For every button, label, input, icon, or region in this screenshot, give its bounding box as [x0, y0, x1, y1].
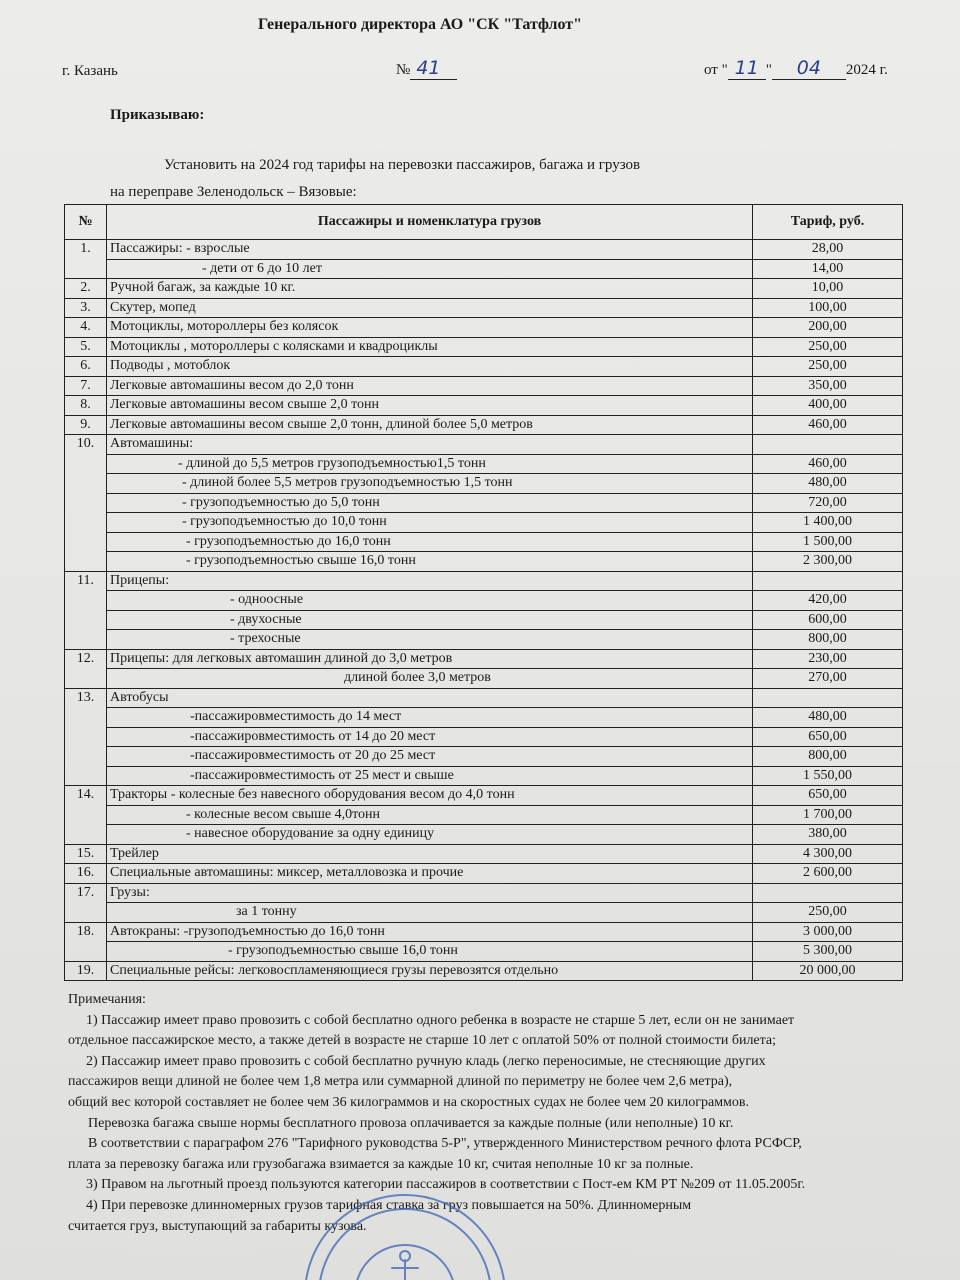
- table-row: [65, 903, 903, 923]
- note-line: 1) Пассажир имеет право провозить с собой бесплатно одного ребенка в возрасте не старше 5 лет, если он не занимает: [86, 1012, 795, 1028]
- row-tariff: 460,00: [753, 415, 903, 435]
- row-number: 2.: [65, 279, 107, 299]
- row-number: 3.: [65, 298, 107, 318]
- intro-line-2: на переправе Зеленодольск – Вязовые:: [110, 184, 357, 200]
- table-row: [65, 532, 903, 552]
- row-description: Легковые автомашины весом свыше 2,0 тонн: [107, 396, 753, 416]
- table-row: [65, 727, 903, 747]
- row-description: Легковые автомашины весом до 2,0 тонн: [107, 376, 753, 396]
- row-description: Пассажиры: - взрослые: [107, 240, 753, 260]
- table-row: [65, 649, 903, 669]
- row-description: -пассажировместимость от 25 мест и свыше: [107, 766, 753, 786]
- table-row: [65, 259, 903, 279]
- row-number: [65, 747, 107, 767]
- row-description: - грузоподъемностью свыше 16,0 тонн: [107, 552, 753, 572]
- intro-line-1: Установить на 2024 год тарифы на перевозки пассажиров, багажа и грузов: [164, 157, 641, 173]
- row-tariff: 20 000,00: [753, 961, 903, 981]
- row-number: 13.: [65, 688, 107, 708]
- row-tariff: 4 300,00: [753, 844, 903, 864]
- row-tariff: 230,00: [753, 649, 903, 669]
- row-description: - грузоподъемностью до 5,0 тонн: [107, 493, 753, 513]
- row-description: Подводы , мотоблок: [107, 357, 753, 377]
- table-row: [65, 825, 903, 845]
- row-description: Специальные автомашины: миксер, металловозка и прочие: [107, 864, 753, 884]
- row-description: - трехосные: [107, 630, 753, 650]
- table-row: [65, 435, 903, 455]
- table-header: [65, 205, 903, 240]
- row-tariff: 380,00: [753, 825, 903, 845]
- table-row: [65, 630, 903, 650]
- row-number: 7.: [65, 376, 107, 396]
- city: г. Казань: [62, 63, 118, 79]
- row-tariff: 2 600,00: [753, 864, 903, 884]
- row-description: - двухосные: [107, 610, 753, 630]
- row-tariff: 250,00: [753, 357, 903, 377]
- row-description: Мотоциклы, мотороллеры без колясок: [107, 318, 753, 338]
- row-tariff: 28,00: [753, 240, 903, 260]
- row-number: [65, 825, 107, 845]
- row-description: - дети от 6 до 10 лет: [107, 259, 753, 279]
- order-number: [396, 57, 457, 80]
- note-line: 2) Пассажир имеет право провозить с собой бесплатно ручную кладь (легко переносимые, не стесняющие других: [86, 1053, 766, 1069]
- row-tariff: 3 000,00: [753, 922, 903, 942]
- row-description: - колесные весом свыше 4,0тонн: [107, 805, 753, 825]
- table-row: [65, 279, 903, 299]
- row-description: Автомашины:: [107, 435, 753, 455]
- order-date: [704, 57, 888, 80]
- row-number: 19.: [65, 961, 107, 981]
- table-row: [65, 591, 903, 611]
- table-row: [65, 337, 903, 357]
- row-number: [65, 513, 107, 533]
- row-number: 15.: [65, 844, 107, 864]
- row-description: - грузоподъемностью до 10,0 тонн: [107, 513, 753, 533]
- row-tariff: 800,00: [753, 630, 903, 650]
- table-row: [65, 922, 903, 942]
- row-number: 18.: [65, 922, 107, 942]
- notes-heading: Примечания:: [68, 992, 146, 1007]
- row-tariff: 800,00: [753, 747, 903, 767]
- table-row: [65, 513, 903, 533]
- table-row: [65, 610, 903, 630]
- table-row: [65, 474, 903, 494]
- row-description: Трейлер: [107, 844, 753, 864]
- row-tariff: 200,00: [753, 318, 903, 338]
- date-mid: ": [765, 62, 772, 78]
- table-row: [65, 240, 903, 260]
- row-tariff: 100,00: [753, 298, 903, 318]
- row-number: [65, 493, 107, 513]
- row-description: Грузы:: [107, 883, 753, 903]
- table-row: [65, 669, 903, 689]
- row-number: 8.: [65, 396, 107, 416]
- row-number: [65, 591, 107, 611]
- table-row: [65, 298, 903, 318]
- row-number: [65, 727, 107, 747]
- row-description: Тракторы - колесные без навесного оборудования весом до 4,0 тонн: [107, 786, 753, 806]
- note-line: общий вес которой составляет не более чем 36 килограммов и на скоростных судах не более чем 20 килограммов.: [68, 1094, 750, 1110]
- table-row: [65, 805, 903, 825]
- row-number: [65, 610, 107, 630]
- date-year: 2024 г.: [845, 62, 888, 78]
- row-number: 4.: [65, 318, 107, 338]
- row-description: -пассажировместимость от 20 до 25 мест: [107, 747, 753, 767]
- row-description: - длиной более 5,5 метров грузоподъемностью 1,5 тонн: [107, 474, 753, 494]
- note-line: 4) При перевозке длинномерных грузов тарифная ставка за груз повышается на 50%. Длинномерным: [86, 1197, 692, 1213]
- row-tariff: [753, 883, 903, 903]
- row-tariff: 250,00: [753, 337, 903, 357]
- row-number: 6.: [65, 357, 107, 377]
- col-tariff-header: Тариф, руб.: [753, 205, 903, 240]
- row-number: 16.: [65, 864, 107, 884]
- row-tariff: 400,00: [753, 396, 903, 416]
- row-tariff: 270,00: [753, 669, 903, 689]
- table-row: [65, 942, 903, 962]
- table-row: [65, 766, 903, 786]
- table-row: [65, 864, 903, 884]
- row-description: Легковые автомашины весом свыше 2,0 тонн, длиной более 5,0 метров: [107, 415, 753, 435]
- order-number-value: 41: [416, 57, 441, 79]
- note-line: пассажиров вещи длиной не более чем 1,8 метра или суммарной длиной по периметру не более чем 2,6 метра),: [68, 1074, 733, 1090]
- date-prefix: от ": [704, 62, 728, 78]
- row-description: Ручной багаж, за каждые 10 кг.: [107, 279, 753, 299]
- row-number: 14.: [65, 786, 107, 806]
- row-tariff: 250,00: [753, 903, 903, 923]
- row-tariff: 650,00: [753, 727, 903, 747]
- table-row: [65, 786, 903, 806]
- row-number: 5.: [65, 337, 107, 357]
- note-line: В соответствии с параграфом 276 "Тарифного руководства 5-Р", утвержденного Министерством речного флота РСФСР,: [88, 1136, 802, 1152]
- note-line: 3) Правом на льготный проезд пользуются категории пассажиров в соответствии с Пост-ем КМ РТ №209 от 11.05.2005г.: [86, 1177, 806, 1193]
- row-tariff: 650,00: [753, 786, 903, 806]
- row-description: Специальные рейсы: легковоспламеняющиеся грузы перевозятся отдельно: [107, 961, 753, 981]
- col-number-header: №: [65, 205, 107, 240]
- table-row: [65, 571, 903, 591]
- order-word: Приказываю:: [110, 107, 205, 123]
- row-tariff: 14,00: [753, 259, 903, 279]
- table-row: [65, 552, 903, 572]
- row-tariff: 600,00: [753, 610, 903, 630]
- table-row: [65, 961, 903, 981]
- company-stamp-seal: [300, 1190, 510, 1280]
- row-tariff: 1 400,00: [753, 513, 903, 533]
- row-description: Скутер, мопед: [107, 298, 753, 318]
- table-row: [65, 318, 903, 338]
- row-description: Прицепы: для легковых автомашин длиной до 3,0 метров: [107, 649, 753, 669]
- row-tariff: [753, 688, 903, 708]
- row-number: [65, 474, 107, 494]
- row-tariff: 1 550,00: [753, 766, 903, 786]
- row-number: [65, 903, 107, 923]
- table-row: [65, 454, 903, 474]
- row-number: [65, 669, 107, 689]
- date-day: 11: [734, 57, 759, 79]
- row-number: 1.: [65, 240, 107, 260]
- row-description: Мотоциклы , мотороллеры с колясками и квадроциклы: [107, 337, 753, 357]
- document-title: Генерального директора АО "СК "Татфлот": [258, 16, 583, 33]
- row-tariff: [753, 571, 903, 591]
- row-description: Автобусы: [107, 688, 753, 708]
- row-description: за 1 тонну: [107, 903, 753, 923]
- row-tariff: 2 300,00: [753, 552, 903, 572]
- note-line: считается груз, выступающий за габариты кузова.: [68, 1218, 367, 1234]
- note-line: Перевозка багажа свыше нормы бесплатного провоза оплачивается за каждые полные (или неполные) 10 кг.: [88, 1115, 734, 1131]
- row-tariff: 5 300,00: [753, 942, 903, 962]
- row-tariff: 720,00: [753, 493, 903, 513]
- row-description: Прицепы:: [107, 571, 753, 591]
- row-description: - грузоподъемностью до 16,0 тонн: [107, 532, 753, 552]
- tariff-table: [64, 204, 903, 981]
- row-number: [65, 766, 107, 786]
- row-tariff: 420,00: [753, 591, 903, 611]
- row-description: -пассажировместимость до 14 мест: [107, 708, 753, 728]
- row-number: [65, 942, 107, 962]
- row-number: 9.: [65, 415, 107, 435]
- row-description: -пассажировместимость от 14 до 20 мест: [107, 727, 753, 747]
- row-tariff: 10,00: [753, 279, 903, 299]
- row-tariff: 480,00: [753, 708, 903, 728]
- row-tariff: 480,00: [753, 474, 903, 494]
- table-row: [65, 688, 903, 708]
- row-number: 12.: [65, 649, 107, 669]
- table-row: [65, 747, 903, 767]
- table-row: [65, 493, 903, 513]
- row-description: длиной более 3,0 метров: [107, 669, 753, 689]
- row-tariff: 1 700,00: [753, 805, 903, 825]
- row-number: [65, 454, 107, 474]
- row-number: [65, 552, 107, 572]
- row-description: - одноосные: [107, 591, 753, 611]
- row-number: [65, 630, 107, 650]
- row-description: Автокраны: -грузоподъемностью до 16,0 тонн: [107, 922, 753, 942]
- row-tariff: 1 500,00: [753, 532, 903, 552]
- note-line: плата за перевозку багажа или грузобагажа взимается за каждые 10 кг, считая неполные 10 кг за полные.: [68, 1156, 694, 1172]
- order-number-prefix: №: [396, 62, 411, 78]
- row-number: [65, 805, 107, 825]
- row-number: [65, 259, 107, 279]
- table-row: [65, 844, 903, 864]
- table-row: [65, 883, 903, 903]
- row-number: 11.: [65, 571, 107, 591]
- table-row: [65, 708, 903, 728]
- table-row: [65, 415, 903, 435]
- row-description: - навесное оборудование за одну единицу: [107, 825, 753, 845]
- table-row: [65, 357, 903, 377]
- row-tariff: [753, 435, 903, 455]
- row-tariff: 350,00: [753, 376, 903, 396]
- note-line: отдельное пассажирское место, а также детей в возрасте не старше 10 лет с оплатой 50% от полной стоимости билета;: [68, 1033, 777, 1049]
- date-month: 04: [796, 57, 821, 79]
- row-tariff: 460,00: [753, 454, 903, 474]
- row-number: [65, 532, 107, 552]
- table-row: [65, 396, 903, 416]
- row-description: - длиной до 5,5 метров грузоподъемностью1,5 тонн: [107, 454, 753, 474]
- col-desc-header: Пассажиры и номенклатура грузов: [107, 205, 753, 240]
- table-body: [65, 240, 903, 981]
- row-number: 10.: [65, 435, 107, 455]
- table-row: [65, 376, 903, 396]
- row-description: - грузоподъемностью свыше 16,0 тонн: [107, 942, 753, 962]
- row-number: [65, 708, 107, 728]
- row-number: 17.: [65, 883, 107, 903]
